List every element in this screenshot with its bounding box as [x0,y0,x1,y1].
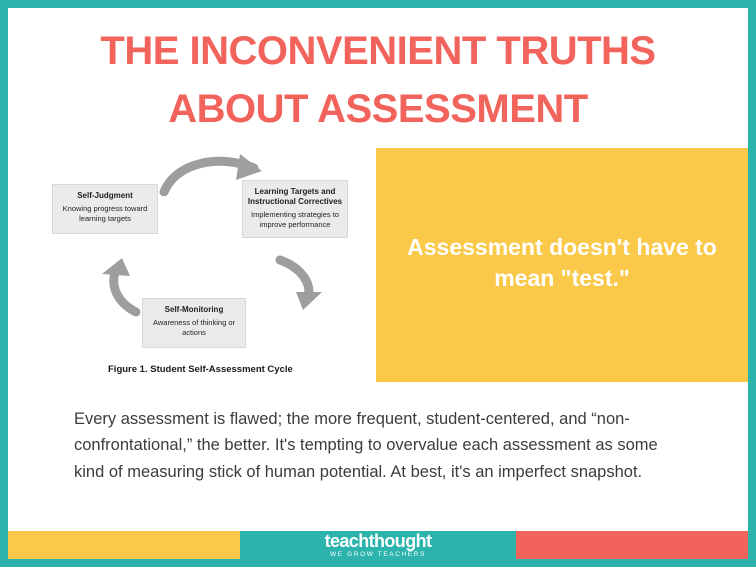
curved-arrow-icon-left [100,256,152,323]
diagram-node-self-monitoring [142,298,246,348]
callout-text: Assessment doesn't have to mean "test." [407,234,717,292]
footer-bars [8,531,748,559]
footer-bar-teal [240,531,516,559]
teachthought-logo [240,532,516,558]
slide-content [8,8,748,531]
diagram-node-description: Awareness of thinking or actions [153,318,235,337]
page-title-line-2: ABOUT ASSESSMENT [168,87,588,131]
diagram-node-title: Self-Judgment [77,191,133,200]
diagram-node-title: Learning Targets and Instructional Correctives [247,187,343,206]
diagram-node-description: Knowing progress toward learning targets [62,204,148,223]
page-title-line-1: THE INCONVENIENT TRUTHS [100,29,656,73]
footer-bar-red [516,531,748,559]
page-title [48,22,708,138]
curved-arrow-icon-right [270,254,330,319]
body-paragraph: Every assessment is flawed; the more frequent, student-centered, and “non-confrontational,” the better. It's tempting to overvalue each assessment as some kind of measuring stick of human potential. At best, it's an imperfect snapshot. [74,410,658,481]
footer-bar-yellow [8,531,240,559]
logo-tagline: WE GROW TEACHERS [330,550,426,558]
diagram-node-description: Implementing strategies to improve performance [251,210,339,229]
logo-wordmark: teachthought [324,531,432,551]
figure-caption: Figure 1. Student Self-Assessment Cycle [108,364,293,375]
curved-arrow-icon-top [158,152,268,201]
callout-box [376,148,748,382]
self-assessment-cycle-diagram [38,146,368,386]
diagram-node-title: Self-Monitoring [164,305,224,314]
diagram-node-self-judgment [52,184,158,234]
